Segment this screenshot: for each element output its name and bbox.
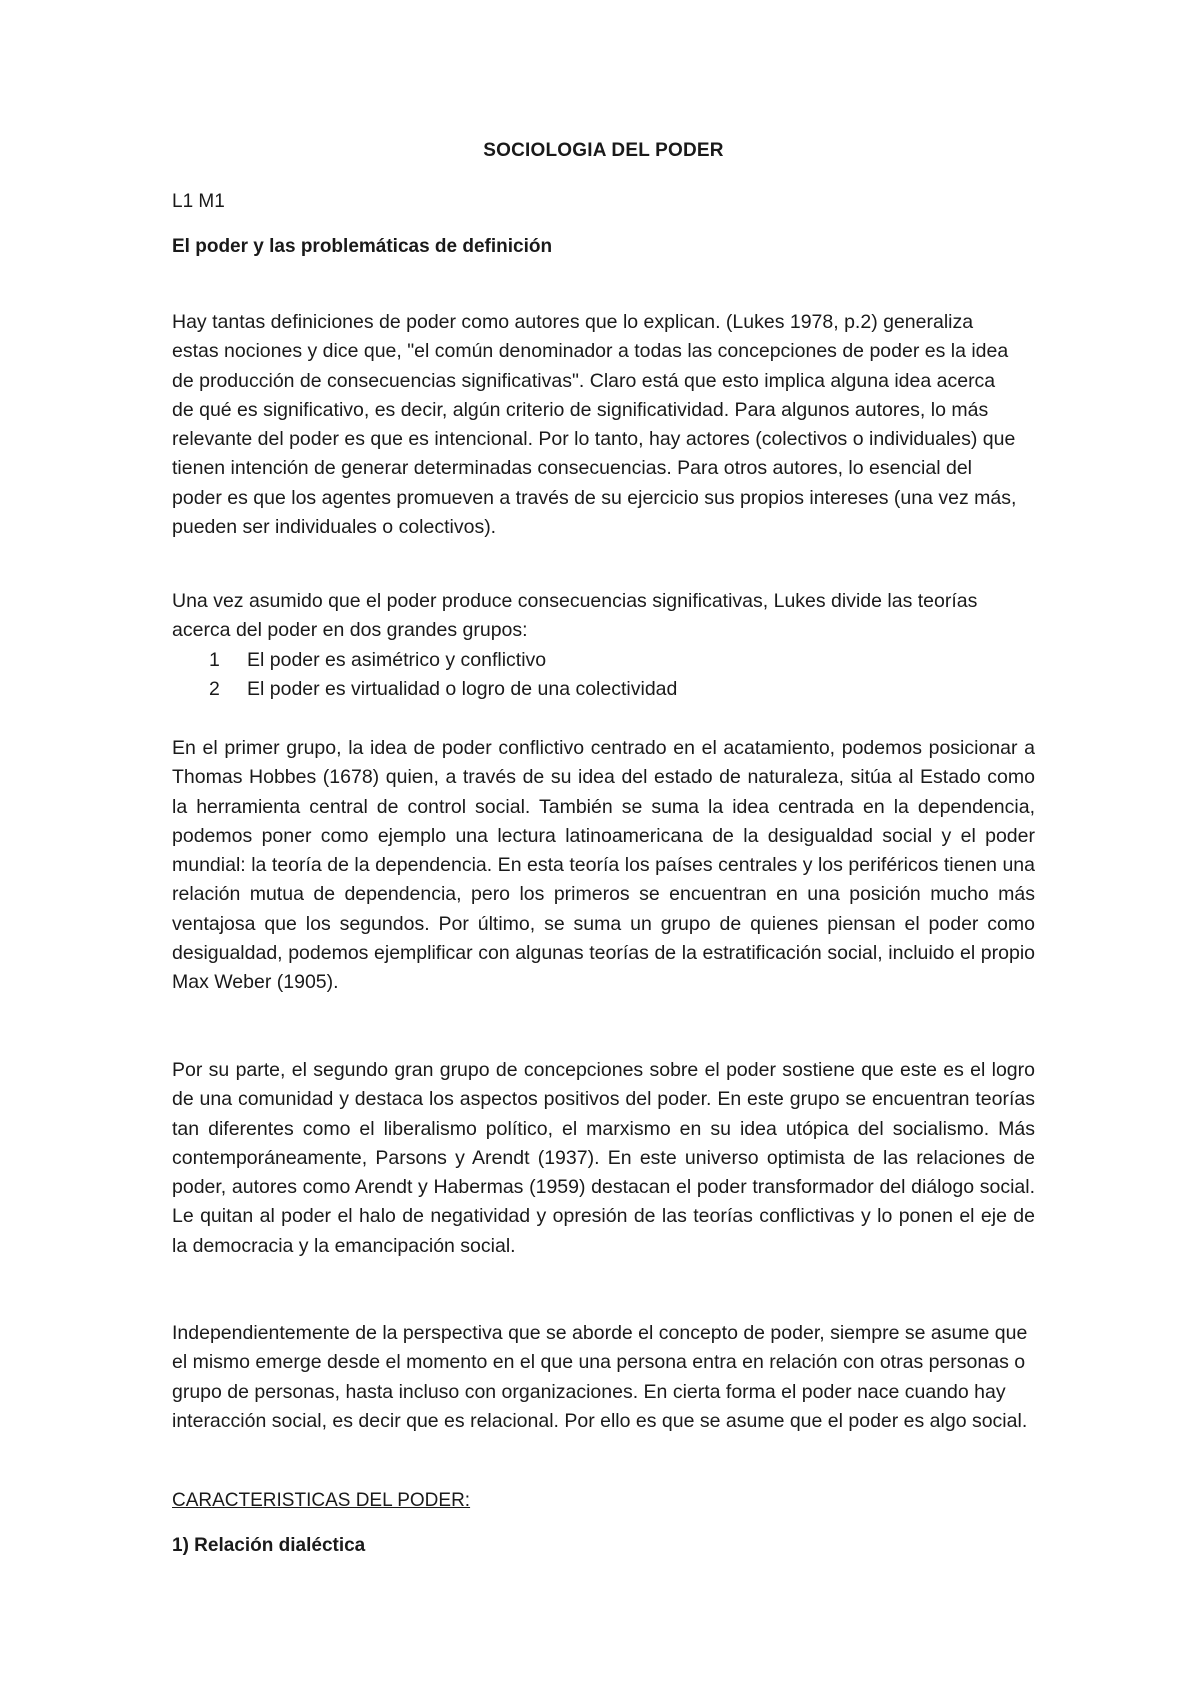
list-text: El poder es virtualidad o logro de una colectividad [247,678,678,701]
document-code: L1 M1 [172,191,225,212]
section-heading: CARACTERISTICAS DEL PODER: [172,1490,471,1511]
paragraph-second-group: Por su parte, el segundo gran grupo de concepciones sobre el poder sostiene que este es el logro de una comunidad y destaca los aspectos positivos del poder. En este grupo se encuentran teorías tan diferentes como el liberalismo político, el marxismo en su idea utópica del socialismo. Más contemporáneamente, Parsons y Arendt (1937). En este universo optimista de las relaciones de poder, autores como Arendt y Habermas (1959) destacan el poder transformador del diálogo social. Le quitan al poder el halo de negatividad y opresión de las teorías conflictivas y lo ponen el eje de la democracia y la emancipación social. [172,1059,1035,1257]
list-item [172,646,1035,675]
document-title: SOCIOLOGIA DEL PODER [483,140,724,161]
numbered-list [172,646,1035,705]
list-number: 1 [209,649,220,671]
paragraph-lukes-groups: Una vez asumido que el poder produce consecuencias significativas, Lukes divide las teorías acerca del poder en dos grandes grupos: [172,590,978,642]
list-number: 2 [209,678,220,701]
document-subtitle: El poder y las problemáticas de definición [172,236,553,257]
paragraph-definitions: Hay tantas definiciones de poder como autores que lo explican. (Lukes 1978, p.2) generaliza estas nociones y dice que, "el común denominador a todas las concepciones de poder es la idea de producción de consecuencias significativas". Claro está que esto implica alguna idea acerca de qué es significativo, es decir, algún criterio de significatividad. Para algunos autores, lo más relevante del poder es que es intencional. Por lo tanto, hay actores (colectivos o individuales) que tienen intención de generar determinadas consecuencias. Para otros autores, lo esencial del poder es que los agentes promueven a través de su ejercicio sus propios intereses (una vez más, pueden ser individuales o colectivos). [172,311,1017,539]
paragraph-first-group: En el primer grupo, la idea de poder conflictivo centrado en el acatamiento, podemos posicionar a Thomas Hobbes (1678) quien, a través de su idea del estado de naturaleza, sitúa al Estado como la herramienta central de control social. También se suma la idea centrada en la dependencia, podemos poner como ejemplo una lectura latinoamericana de la desigualdad social y el poder mundial: la teoría de la dependencia. En esta teoría los países centrales y los periféricos tienen una relación mutua de dependencia, pero los primeros se encuentran en una posición mucho más ventajosa que los segundos. Por último, se suma un grupo de quienes piensan el poder como desigualdad, podemos ejemplificar con algunas teorías de la estratificación social, incluido el propio Max Weber (1905). [172,737,1035,994]
list-item [172,675,1035,704]
list-text: El poder es asimétrico y conflictivo [247,649,547,671]
paragraph-relational-power: Independientemente de la perspectiva que se aborde el concepto de poder, siempre se asume que el mismo emerge desde el momento en el que una persona entra en relación con otras personas o grupo de personas, hasta incluso con organizaciones. En cierta forma el poder nace cuando hay interacción social, es decir que es relacional. Por ello es que se asume que el poder es algo social. [172,1322,1028,1432]
subheading: 1) Relación dialéctica [172,1535,366,1556]
